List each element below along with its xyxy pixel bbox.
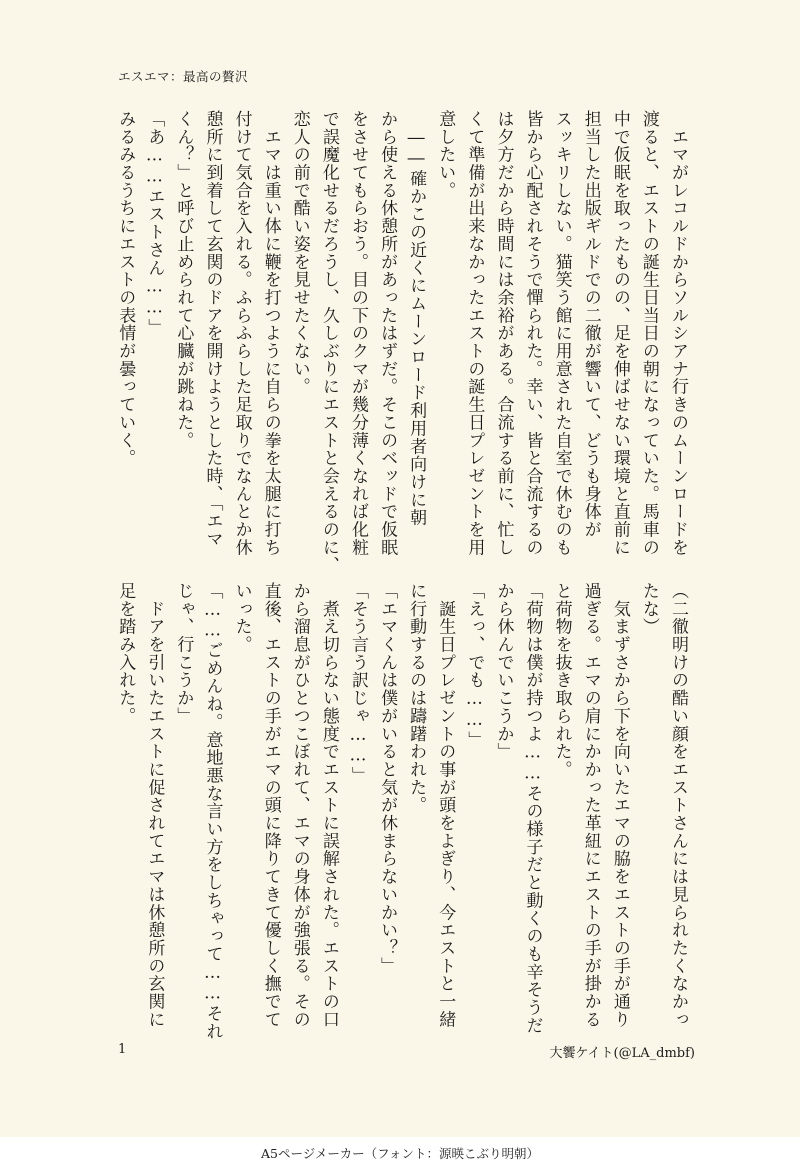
text-line: から使える休憩所があったはずだ。そこのベッドで仮眠 bbox=[377, 110, 398, 557]
text-line: と荷物を抜き取られた。 bbox=[551, 582, 572, 779]
text-line: 皆から心配されそうで憚られた。幸い、皆と合流するの bbox=[522, 110, 543, 557]
text-line: 「エマくんは僕がいると気が休まらないかい？」 bbox=[377, 582, 398, 975]
text-line: （二徹明けの酷い顔をエストさんには見られたくなかっ bbox=[668, 582, 688, 1029]
page-number: 1 bbox=[118, 1042, 127, 1057]
text-line: たな） bbox=[638, 582, 659, 636]
text-line: 直後、エストの手がエマの頭に降りてきて優しく撫でて bbox=[260, 582, 281, 1029]
text-column-bottom bbox=[115, 582, 692, 1041]
text-line: は夕方だから時間には余裕がある。合流する前に、忙し bbox=[493, 110, 514, 557]
app-footer-caption: A5ページメーカー（フォント：源暎こぶり明朝） bbox=[261, 1146, 539, 1161]
text-line: 憩所に到着して玄関のドアを開けようとした時、「エマ bbox=[202, 110, 223, 548]
text-line: じゃ、行こうか」 bbox=[173, 582, 194, 725]
text-line: いった。 bbox=[231, 582, 252, 654]
text-line: 煮え切らない態度でエストに誤解された。エストの口 bbox=[318, 582, 339, 1029]
text-line: 気まずさから下を向いたエマの脇をエストの手が通り bbox=[609, 582, 630, 1029]
text-line: 「そう言う訳じゃ……」 bbox=[347, 582, 368, 785]
text-line: で誤魔化せるだろうし、久しぶりにエストと会えるのに、 bbox=[318, 110, 339, 575]
text-line: 誕生日プレゼントの事が頭をよぎり、今エストと一緒 bbox=[435, 582, 456, 1029]
text-line: 過ぎる。エマの肩にかかった革紐にエストの手が掛かる bbox=[580, 582, 601, 1029]
text-line: 中で仮眠を取ったものの、足を伸ばせない環境と直前に bbox=[609, 110, 630, 557]
text-line: 担当した出版ギルドでの二徹が響いて、どうも身体が bbox=[580, 110, 601, 539]
text-line: 渡ると、エストの誕生日当日の朝になっていた。馬車の bbox=[638, 110, 659, 557]
text-line: エマがレコルドからソルシアナ行きのムーンロードを bbox=[668, 110, 688, 557]
text-line: 「荷物は僕が持つよ……その様子だと動くのも辛そうだ bbox=[522, 582, 543, 1035]
text-line: 「……ごめんね。意地悪な言い方をしちゃって……それ bbox=[202, 582, 223, 1041]
text-line: から休んでいこうか」 bbox=[493, 582, 514, 761]
text-line: をさせてもらおう。目の下のクマが幾分薄くなれば化粧 bbox=[347, 110, 368, 557]
text-line: くん？」と呼び止められて心臓が跳ねた。 bbox=[173, 110, 194, 450]
text-line: に行動するのは躊躇われた。 bbox=[406, 582, 427, 815]
text-line: みるみるうちにエストの表情が曇っていく。 bbox=[115, 110, 136, 467]
text-line: スッキリしない。猫笑う館に用意された自室で休むのも bbox=[551, 110, 572, 557]
text-line: ――確かこの近くにムーンロード利用者向けに朝 bbox=[406, 110, 427, 527]
text-line: くて準備が出来なかったエストの誕生日プレゼントを用 bbox=[464, 110, 485, 557]
text-line: 「えっ、でも……」 bbox=[464, 582, 485, 749]
text-line: エマは重い体に鞭を打つように自らの拳を太腿に打ち bbox=[260, 110, 281, 557]
text-column-top bbox=[115, 110, 692, 575]
text-line: から溜息がひとつこぼれて、エマの身体が強張る。その bbox=[289, 582, 310, 1029]
text-line: 恋人の前で酷い姿を見せたくない。 bbox=[289, 110, 310, 396]
author-credit: 大饗ケイト(@LA_dmbf) bbox=[549, 1046, 695, 1061]
text-line: 足を踏み入れた。 bbox=[115, 582, 136, 725]
text-line: 意したい。 bbox=[435, 110, 456, 200]
running-title: エスエマ：最高の贅沢 bbox=[118, 69, 249, 84]
text-line: 「あ……エストさん……」 bbox=[144, 110, 165, 337]
text-line: 付けて気合を入れる。ふらふらした足取りでなんとか休 bbox=[231, 110, 252, 557]
text-line: ドアを引いたエストに促されてエマは休憩所の玄関に bbox=[144, 582, 165, 1029]
